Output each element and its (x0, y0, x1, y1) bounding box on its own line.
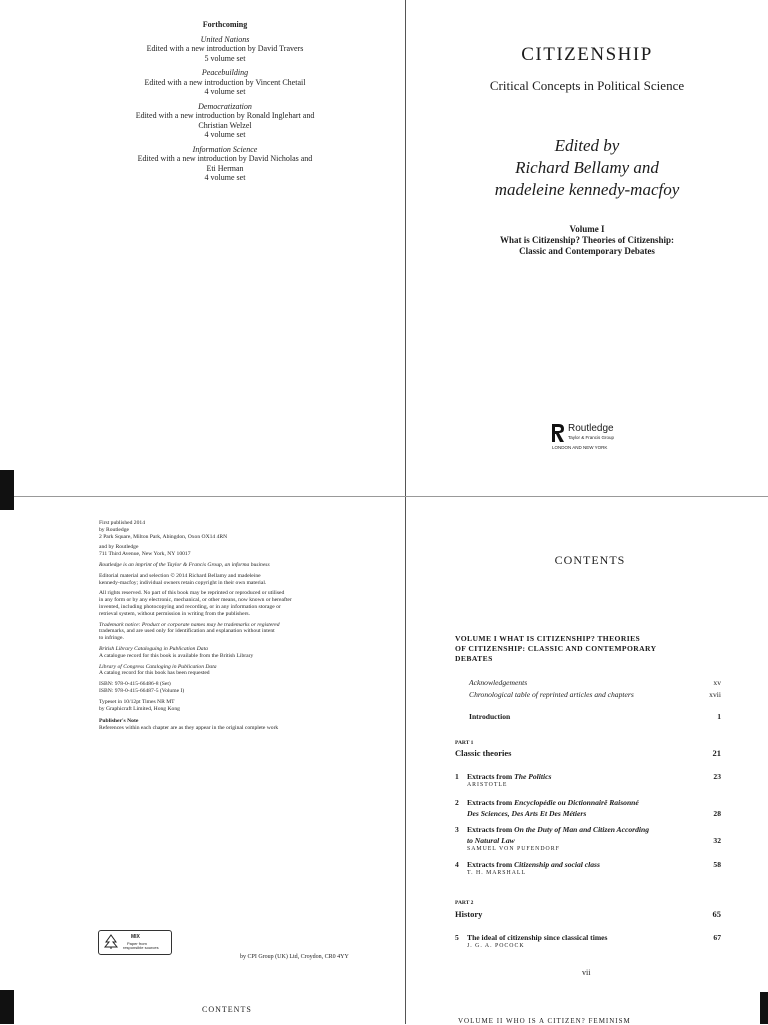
toc-entry-title-cont: Des Sciences, Des Arts Et Des Métiers (467, 809, 587, 818)
toc-entry-title-lead: The ideal of citizenship since classical times (467, 933, 608, 942)
copyright-paragraph (99, 699, 359, 713)
copyright-line: A catalogue record for this book is available from the British Library (99, 652, 254, 659)
copyright-line: 2 Park Square, Milton Park, Abingdon, Oxon OX14 4RN (99, 533, 228, 540)
copyright-paragraph (99, 622, 359, 642)
toc-page: 32 (713, 836, 721, 845)
copyright-line: All rights reserved. No part of this book may be reprinted or reproduced or utilised (99, 590, 285, 597)
forthcoming-heading: Forthcoming (202, 20, 248, 29)
toc-entry-number: 3 (455, 825, 459, 834)
toc-entry-author: T. H. MARSHALL (467, 870, 526, 876)
copyright-line: Trademark notice: Product or corporate names may be trademarks or registered (99, 621, 280, 628)
publisher-group: Taylor & Francis Group (568, 435, 615, 440)
toc-entry-title-lead: Extracts from (467, 772, 515, 781)
copyright-paragraph (99, 562, 359, 569)
series-line: 4 volume set (204, 87, 246, 96)
copyright-line: Editorial material and selection © 2014 Richard Bellamy and madeleine (99, 572, 261, 579)
forthcoming-series-item (110, 145, 340, 183)
copyright-line: invented, including photocopying and recording, or in any information storage or (99, 603, 281, 610)
forthcoming-series-item (110, 35, 340, 64)
left-scan-edge-bottom (0, 990, 14, 1024)
fsc-sub-1: Paper from (127, 941, 147, 946)
copyright-paragraph (99, 573, 359, 587)
copyright-line: retrieval system, without permission in writing from the publishers. (99, 610, 251, 617)
toc-entry-number: 4 (455, 860, 459, 869)
fsc-sub-2: responsible sources (123, 945, 159, 950)
copyright-line: ISBN: 978-0-415-66487-5 (Volume I) (99, 687, 185, 694)
toc-entry-title-lead: Extracts from (467, 860, 515, 869)
toc-label: Acknowledgements (469, 678, 528, 687)
series-line: 4 volume set (204, 130, 246, 139)
routledge-r-icon (551, 423, 565, 443)
toc-entry-number: 1 (455, 772, 459, 781)
toc-entry-title-italic: On the Duty of Man and Citizen According (514, 825, 650, 834)
fsc-label: MIX (131, 934, 140, 940)
vertical-page-gutter (405, 0, 406, 1024)
copyright-paragraph (99, 520, 359, 540)
copyright-line: 711 Third Avenue, New York, NY 10017 (99, 551, 191, 558)
toc-entry-number: 5 (455, 933, 459, 942)
title-page (460, 44, 714, 256)
toc-entry-number: 2 (455, 798, 459, 807)
series-line: Edited with a new introduction by David Travers (146, 44, 304, 53)
series-line: Edited with a new introduction by Vincent Chetail (144, 77, 306, 87)
book-subtitle: Critical Concepts in Political Science (489, 78, 685, 93)
toc-entry-title (467, 772, 551, 781)
copyright-paragraph (99, 544, 359, 558)
toc-page: 58 (713, 860, 721, 869)
toc-entry-title-italic: The Politics (514, 772, 552, 781)
toc-page: xv (713, 678, 721, 687)
copyright-line: First published 2014 (99, 520, 145, 526)
copyright-line: Library of Congress Cataloging in Publication Data (99, 663, 217, 670)
series-line: 5 volume set (204, 53, 246, 63)
series-line: Edited with a new introduction by Ronald Inglehart and (135, 111, 315, 120)
running-head-right: VOLUME II WHO IS A CITIZEN? FEMINISM (458, 1017, 631, 1025)
series-line: Christian Welzel (198, 120, 252, 130)
book-title: CITIZENSHIP (521, 44, 653, 65)
toc-page: xvii (709, 690, 721, 699)
volume-heading-line-3: DEBATES (455, 654, 493, 663)
toc-entry-title (467, 798, 639, 807)
toc-page: 65 (712, 909, 721, 919)
toc-entry-title (467, 860, 600, 869)
toc-page: 21 (712, 748, 721, 758)
editors-line-1: Richard Bellamy and (515, 158, 659, 177)
contents-list (455, 676, 721, 956)
forthcoming-series-item (110, 68, 340, 97)
forthcoming-panel (110, 20, 340, 188)
toc-label: Introduction (469, 712, 511, 721)
copyright-line: and by Routledge (99, 544, 139, 551)
horizontal-page-split (0, 496, 768, 497)
toc-page: 28 (713, 809, 721, 818)
publisher-name: Routledge (568, 423, 614, 434)
copyright-paragraph (99, 664, 359, 678)
toc-label: Chronological table of reprinted articles and chapters (469, 690, 634, 699)
series-line: 4 volume set (204, 173, 246, 182)
copyright-line: kennedy-macfoy; individual owners retain copyright in their own material. (99, 579, 267, 586)
copyright-line: Typeset in 10/12pt Times NR MT (99, 698, 175, 705)
toc-entry-title-cont: to Natural Law (467, 836, 515, 845)
toc-page: 1 (717, 712, 721, 721)
right-scan-edge (760, 992, 768, 1024)
toc-entry-title-italic: Citizenship and social class (514, 860, 600, 869)
forthcoming-series-item (110, 102, 340, 140)
copyright-line: by Routledge (99, 526, 129, 533)
forthcoming-series-list (110, 35, 340, 183)
volume-heading-line-1: VOLUME I WHAT IS CITIZENSHIP? THEORIES (455, 634, 641, 643)
volume-heading-line-2: OF CITIZENSHIP: CLASSIC AND CONTEMPORARY (455, 644, 657, 653)
printer-line: by CPI Group (UK) Ltd, Croydon, CR0 4YY (240, 954, 349, 960)
copyright-line: ISBN: 978-0-415-66486-8 (Set) (99, 681, 171, 688)
copyright-text (99, 520, 359, 732)
copyright-line: British Library Cataloguing in Publication Data (99, 645, 208, 652)
series-line: Eti Herman (206, 163, 244, 173)
toc-entry-title-italic: Encyclopédie ou Dictionnairê Raisonné (514, 798, 639, 807)
part-2-title-row (455, 909, 721, 919)
copyright-line: trademarks, and are used only for identification and explanation without intent (99, 628, 275, 635)
fsc-tree-icon (103, 934, 119, 950)
series-title: United Nations (200, 34, 250, 44)
toc-entry-title (467, 933, 607, 942)
series-title: Information Science (192, 144, 258, 154)
copyright-line: A catalog record for this book has been requested (99, 670, 210, 677)
part-2-title: History (455, 909, 483, 919)
copyright-paragraph (99, 590, 359, 617)
copyright-line: by Graphicraft Limited, Hong Kong (99, 705, 180, 712)
publisher-place: LONDON AND NEW YORK (552, 445, 608, 450)
edited-by: Edited by (554, 136, 620, 155)
part-1-label: PART 1 (455, 740, 474, 746)
volume-title-line-2: Classic and Contemporary Debates (519, 246, 655, 256)
toc-page: 23 (713, 772, 721, 781)
publishers-note-heading: Publisher's Note (99, 718, 139, 725)
toc-entry-title (467, 825, 649, 834)
publisher-logo (551, 421, 631, 457)
volume-heading (455, 634, 725, 664)
fsc-logo (98, 930, 172, 955)
toc-entry-title-lead: Extracts from (467, 825, 515, 834)
publishers-note-text: References within each chapter are as they appear in the original complete work (99, 725, 279, 732)
copyright-line: in any form or by any electronic, mechanical, or other means, now known or hereafter (99, 597, 292, 604)
toc-page: 67 (713, 933, 721, 942)
toc-entry-author: SAMUEL VON PUFENDORF (467, 846, 560, 852)
contents-heading: CONTENTS (554, 553, 626, 567)
left-scan-edge-top (0, 470, 14, 510)
toc-entry-author: J. G. A. POCOCK (467, 943, 525, 949)
editors-line-2: madeleine kennedy-macfoy (494, 180, 680, 199)
page-folio: vii (582, 968, 591, 977)
series-title: Peacebuilding (201, 68, 249, 77)
part-1-title-row (455, 748, 721, 758)
toc-entry-title-lead: Extracts from (467, 798, 515, 807)
part-1-title: Classic theories (455, 748, 512, 758)
copyright-line: Routledge is an imprint of the Taylor & Francis Group, an informa business (99, 561, 270, 568)
copyright-line: to infringe. (99, 635, 124, 642)
volume-title-line-1: What is Citizenship? Theories of Citizenship: (499, 235, 675, 245)
copyright-paragraph (99, 681, 359, 695)
toc-entry-author: ARISTOTLE (467, 782, 508, 788)
part-2-label: PART 2 (455, 900, 474, 906)
copyright-paragraph (99, 646, 359, 660)
series-title: Democratization (198, 101, 252, 111)
series-line: Edited with a new introduction by David Nicholas and (137, 154, 313, 163)
running-head-left: CONTENTS (202, 1005, 252, 1014)
volume-number: Volume I (569, 224, 605, 234)
